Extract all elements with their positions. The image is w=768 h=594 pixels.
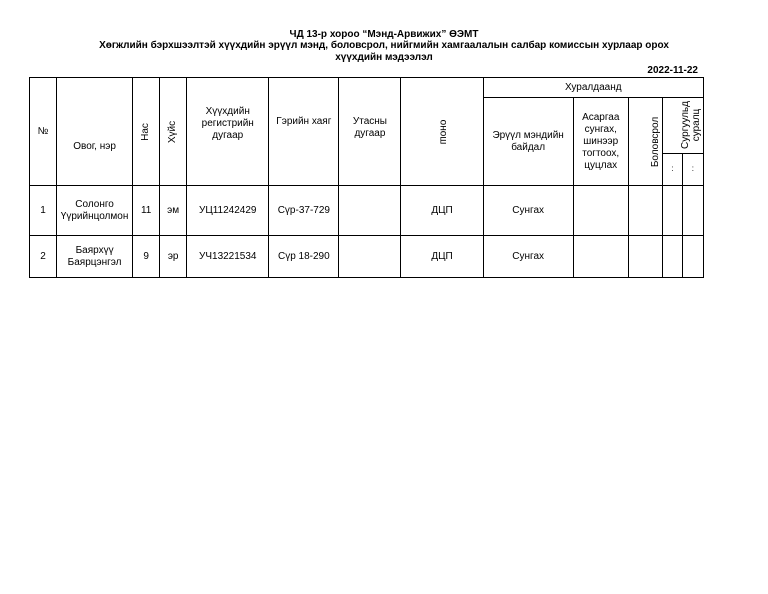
document-date: 2022-11-22: [647, 65, 698, 76]
cell-education: [628, 236, 662, 278]
cell-diagnosis: ДЦП: [401, 236, 483, 278]
cell-education: [628, 186, 662, 236]
cell-diagnosis: ДЦП: [401, 186, 483, 236]
cell-address: Сүр-37-729: [269, 186, 339, 236]
children-table: [29, 77, 704, 278]
col-header-gender-label: Хүйс: [167, 120, 179, 143]
col-header-gender: [160, 78, 187, 186]
document-title: ЧД 13-р хороо “Мэнд-Арвижих” ӨЭМТ: [289, 29, 479, 40]
cell-school2: [682, 186, 703, 236]
cell-no: 2: [30, 236, 57, 278]
cell-health: Сунгах: [483, 236, 573, 278]
col-header-diagnosis: [401, 78, 483, 186]
cell-care: [573, 186, 628, 236]
col-header-health: Эрүүл мэндийн байдал: [483, 98, 573, 186]
col-header-school-label: Сургуульд суралц: [679, 100, 702, 149]
cell-address: Сүр 18-290: [269, 236, 339, 278]
cell-no: 1: [30, 186, 57, 236]
col-header-diagnosis-label: онош: [437, 119, 449, 144]
document-subtitle-cont: хүүхдийн мэдээлэл: [335, 52, 433, 63]
col-header-age-label: Нас: [140, 122, 152, 141]
cell-name: Баярхүү Баярцэнгэл: [57, 236, 133, 278]
cell-health: Сунгах: [483, 186, 573, 236]
cell-gender: эм: [160, 186, 187, 236]
col-header-school: [662, 98, 703, 154]
cell-phone: [339, 186, 401, 236]
col-header-register: Хүүхдийн регистрийн дугаар: [187, 78, 269, 186]
col-header-age: [133, 78, 160, 186]
cell-phone: [339, 236, 401, 278]
document-subtitle: Хөгжлийн бэрхшээлтэй хүүхдийн эрүүл мэнд, боловсрол, нийгмийн хамгаалалын салбар комиссын хурлаар орох: [99, 40, 669, 51]
col-header-no: №: [30, 78, 57, 186]
cell-age: 11: [133, 186, 160, 236]
col-header-phone: Утасны дугаар: [339, 78, 401, 186]
col-header-address: Гэрийн хаяг: [269, 78, 339, 186]
cell-register: УЦ11242429: [187, 186, 269, 236]
cell-care: [573, 236, 628, 278]
col-header-school-sub1: :: [662, 153, 682, 185]
table-row: [30, 186, 704, 236]
col-header-group: Хуралдаанд: [483, 78, 703, 98]
cell-school2: [682, 236, 703, 278]
col-header-education: [628, 98, 662, 186]
table-row: [30, 236, 704, 278]
cell-school1: [662, 236, 682, 278]
cell-age: 9: [133, 236, 160, 278]
cell-register: УЧ13221534: [187, 236, 269, 278]
cell-school1: [662, 186, 682, 236]
col-header-care: Асаргаа сунгах, шинээр тогтоох, цуцлах: [573, 98, 628, 186]
col-header-name: Овог, нэр: [57, 78, 133, 186]
col-header-education-label: Боловсрол: [649, 116, 661, 167]
col-header-school-sub2: :: [682, 153, 703, 185]
cell-name: Солонго Үүрийнцолмон: [57, 186, 133, 236]
cell-gender: эр: [160, 236, 187, 278]
